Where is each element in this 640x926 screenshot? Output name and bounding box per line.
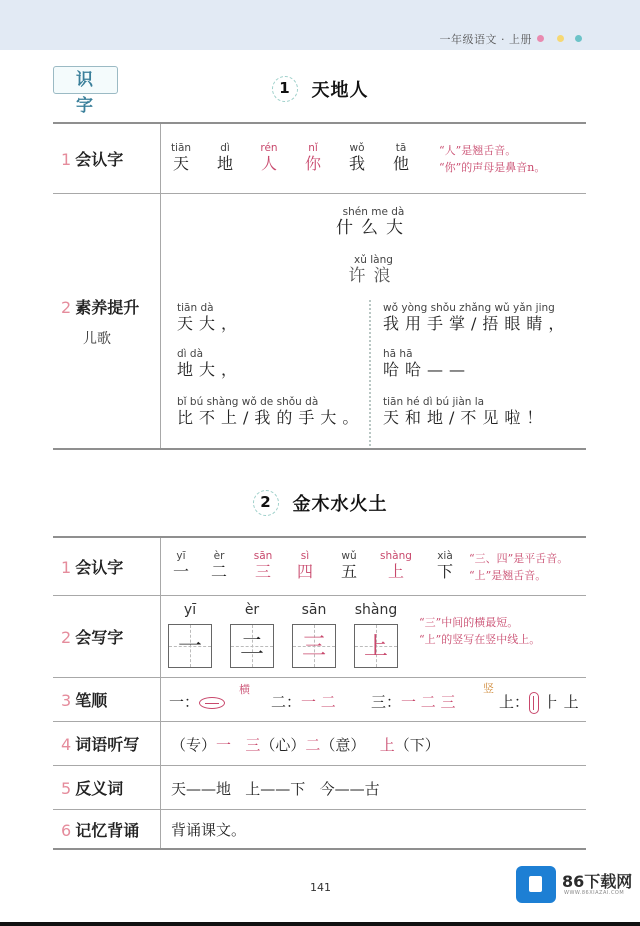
shu-stroke-icon — [529, 692, 539, 714]
row-label: 4 词语听写 — [53, 722, 161, 765]
row-antonyms — [53, 766, 586, 810]
char-item: wǒ 我 — [348, 142, 365, 173]
stroke-order: 三：一 二 三 — [371, 693, 456, 711]
row-recite — [53, 810, 586, 848]
watermark-text: 86下载网 — [562, 872, 633, 891]
poem-body — [161, 194, 586, 448]
row-recognize — [53, 538, 586, 596]
row-improve — [53, 194, 586, 448]
row-write — [53, 596, 586, 678]
char-item: sì 四 — [296, 550, 313, 581]
row-title: 会认字 — [75, 150, 124, 169]
writing-grid: 一 — [168, 624, 212, 668]
page-number: 141 — [310, 881, 331, 894]
char-item: èr 二 — [210, 550, 227, 581]
bottom-edge — [0, 922, 640, 926]
note: “人”是翘舌音。 “你”的声母是鼻音n。 — [439, 144, 546, 174]
row-label: 2 会写字 — [53, 596, 161, 677]
pinyin: sān — [301, 602, 327, 618]
row-label: 3 笔顺 — [53, 678, 161, 721]
char-item: shàng 上 — [380, 550, 412, 581]
row-body — [161, 722, 586, 765]
watermark-url: WWW.86XIAZAI.COM — [564, 890, 625, 896]
row-title: 素养提升 — [75, 297, 140, 317]
antonym-pairs: 天——地 上——下 今——古 — [171, 780, 380, 798]
lesson-number: 1 — [272, 76, 298, 102]
row-label: 5 反义词 — [53, 766, 161, 809]
row-recognize — [53, 124, 586, 194]
writing-grid: 二 — [230, 624, 274, 668]
char-item: rén 人 — [260, 142, 278, 173]
row-body — [161, 124, 586, 193]
row-body — [161, 810, 586, 848]
stroke-order: 二：一 二 — [271, 693, 336, 711]
row-label: 6 记忆背诵 — [53, 810, 161, 848]
char-item: xià 下 — [436, 550, 453, 581]
char-item: dì 地 — [216, 142, 233, 173]
poem-line: wǒ yòng shǒu zhǎng wǔ yǎn jing 我用手掌/捂眼睛， — [383, 302, 571, 333]
row-label — [53, 194, 161, 448]
row-label — [53, 124, 161, 193]
header-band — [0, 0, 640, 50]
stroke-order: 一： — [169, 691, 225, 712]
char-item: tā 他 — [392, 142, 409, 173]
writing-grid: 三 — [292, 624, 336, 668]
teal-dot-icon — [575, 35, 582, 42]
book-title: 一年级语文 · 上册 — [439, 33, 532, 46]
lesson-title: 金木水火土 — [292, 494, 388, 515]
char-item: tiān 天 — [170, 142, 192, 173]
shu-callout: 竖 — [483, 682, 494, 695]
lesson-2-table — [53, 536, 586, 850]
poem-line: tiān dà 天大， — [177, 302, 244, 333]
pinyin: èr — [244, 602, 260, 618]
char-item: wǔ 五 — [340, 550, 357, 581]
poem-title: shén me dà 什么大 — [336, 206, 411, 238]
row-subtitle: 儿歌 — [83, 330, 111, 347]
section-tag: 识 字 — [53, 66, 118, 94]
lesson-title: 天地人 — [311, 80, 369, 101]
row-strokes — [53, 678, 586, 722]
row-body — [161, 596, 586, 677]
lesson-1-heading — [0, 76, 640, 106]
pinyin: yī — [183, 602, 197, 618]
lesson-1-table — [53, 122, 586, 450]
writing-grid: 上 — [354, 624, 398, 668]
poem-line: tiān hé dì bú jiàn la 天和地/不见啦！ — [383, 396, 549, 427]
row-body — [161, 766, 586, 809]
recite-text: 背诵课文。 — [171, 821, 247, 839]
poem-line: hā hā 哈哈—— — [383, 348, 472, 379]
row-number: 1 — [61, 150, 72, 169]
row-dictation — [53, 722, 586, 766]
poem-line: dì dà 地大， — [177, 348, 244, 379]
row-body — [161, 538, 586, 595]
lesson-number: 2 — [253, 490, 279, 516]
stroke-order: 上： ⺊ 上 — [499, 691, 579, 714]
row-label: 1 会认字 — [53, 538, 161, 595]
yellow-dot-icon — [557, 35, 564, 42]
row-body — [161, 678, 586, 721]
lesson-2-heading — [0, 490, 640, 520]
pinyin: shàng — [354, 602, 398, 618]
watermark-logo-icon — [516, 866, 556, 903]
pink-dot-icon — [537, 35, 544, 42]
char-item: sān 三 — [253, 550, 273, 581]
heng-stroke-icon — [199, 697, 225, 709]
dictation-words: （专）一 三（心）二（意） 上（下） — [171, 736, 440, 754]
char-item: nǐ 你 — [304, 142, 321, 173]
note: “三”中间的横最短。 “上”的竖写在竖中线上。 — [419, 616, 541, 646]
char-item: yī 一 — [172, 550, 189, 581]
note: “三、四”是平舌音。 “上”是翘舌音。 — [469, 552, 569, 582]
heng-callout: 横 — [239, 683, 250, 696]
poem-line: bǐ bú shàng wǒ de shǒu dà 比不上/我的手大。 — [177, 396, 365, 427]
divider — [369, 300, 375, 446]
poem-author: xǔ làng 许浪 — [348, 254, 399, 286]
row-number: 2 — [61, 297, 72, 317]
